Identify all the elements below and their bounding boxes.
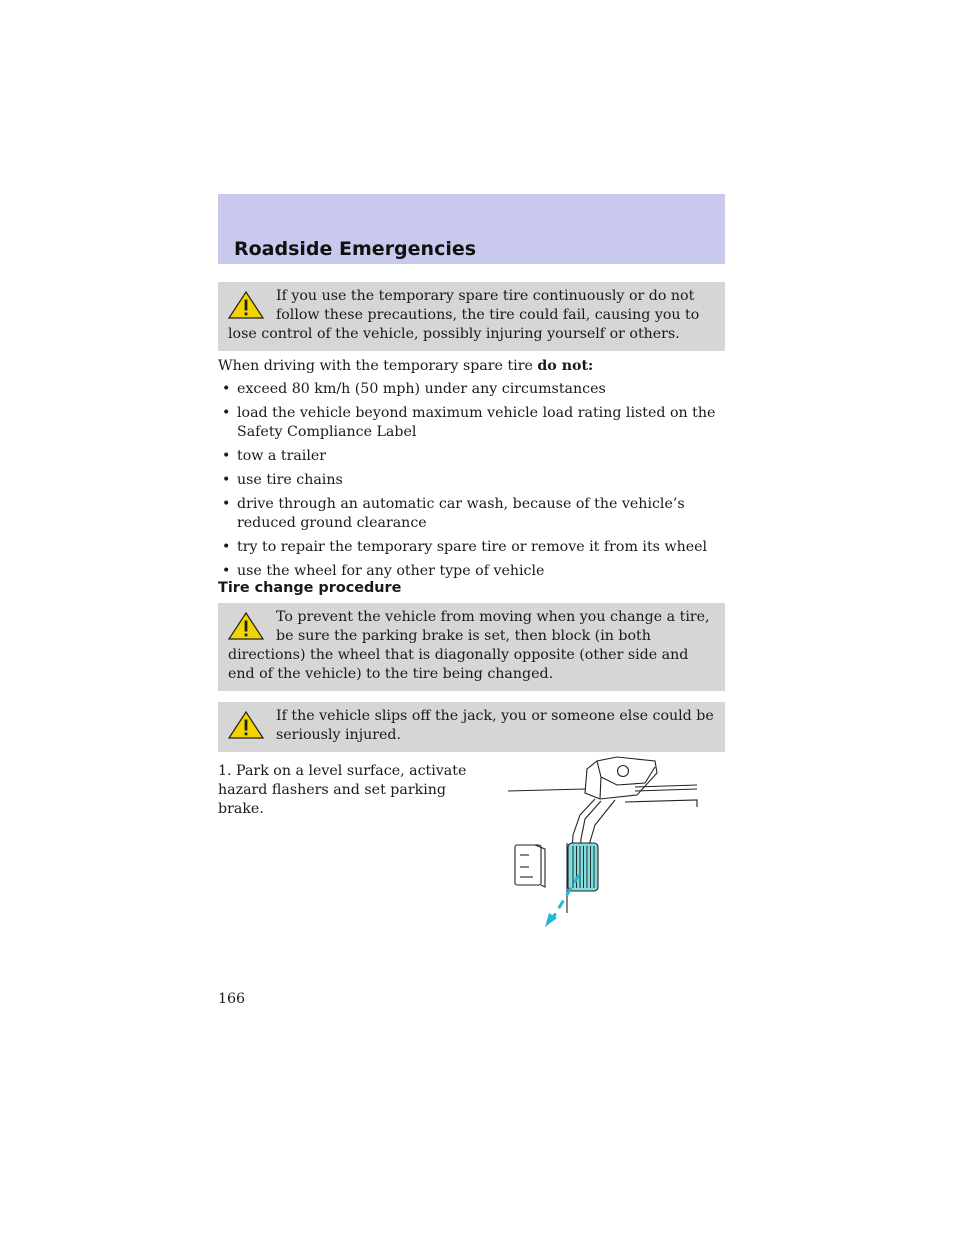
list-item-text: tow a trailer [237, 448, 327, 464]
intro-emphasis: do not: [537, 358, 594, 374]
list-item [218, 471, 725, 490]
warning-text: If the vehicle slips off the jack, you or someone else could be seriously injured. [276, 708, 714, 743]
list-item [218, 562, 725, 581]
page-number: 166 [218, 991, 246, 1007]
list-item-text: exceed 80 km/h (50 mph) under any circumstances [237, 381, 606, 397]
precautions-list [218, 380, 725, 586]
bullet-glyph: • [222, 496, 231, 512]
bullet-glyph: • [222, 405, 231, 421]
bullet-glyph: • [222, 539, 231, 555]
chapter-title: Roadside Emergencies [234, 238, 477, 260]
parking-brake-illustration [505, 755, 720, 930]
warning-triangle-icon [228, 291, 264, 319]
list-item [218, 495, 725, 533]
step-paragraph: 1. Park on a level surface, activate hazard flashers and set parking brake. [218, 763, 467, 817]
list-item-text: use the wheel for any other type of vehicle [237, 563, 545, 579]
warning-text: To prevent the vehicle from moving when you change a tire, be sure the parking brake is set, then block (in both directions) the wheel that is diagonally opposite (other side and end of the vehicle) to the tire being changed. [228, 609, 710, 682]
list-item-text: drive through an automatic car wash, because of the vehicle’s reduced ground clearance [237, 496, 685, 531]
list-item [218, 447, 725, 466]
list-item-text: load the vehicle beyond maximum vehicle load rating listed on the Safety Compliance Label [237, 405, 716, 440]
warning-box [218, 603, 725, 691]
bullet-glyph: • [222, 472, 231, 488]
bullet-glyph: • [222, 381, 231, 397]
parking-brake-pedal [568, 843, 598, 891]
intro-paragraph [218, 357, 725, 376]
list-item-text: use tire chains [237, 472, 343, 488]
list-item [218, 538, 725, 557]
warning-box [218, 282, 725, 351]
list-item-text: try to repair the temporary spare tire or remove it from its wheel [237, 539, 708, 555]
warning-triangle-icon [228, 612, 264, 640]
bullet-glyph: • [222, 563, 231, 579]
chapter-header [218, 194, 725, 264]
bullet-glyph: • [222, 448, 231, 464]
intro-text: When driving with the temporary spare tire [218, 358, 538, 374]
section-heading: Tire change procedure [218, 580, 402, 596]
warning-text: If you use the temporary spare tire continuously or do not follow these precautions, the tire could fail, causing you to lose control of the vehicle, possibly injuring yourself or others. [228, 288, 700, 342]
warning-triangle-icon [228, 711, 264, 739]
warning-box [218, 702, 725, 752]
list-item [218, 380, 725, 399]
list-item [218, 404, 725, 442]
